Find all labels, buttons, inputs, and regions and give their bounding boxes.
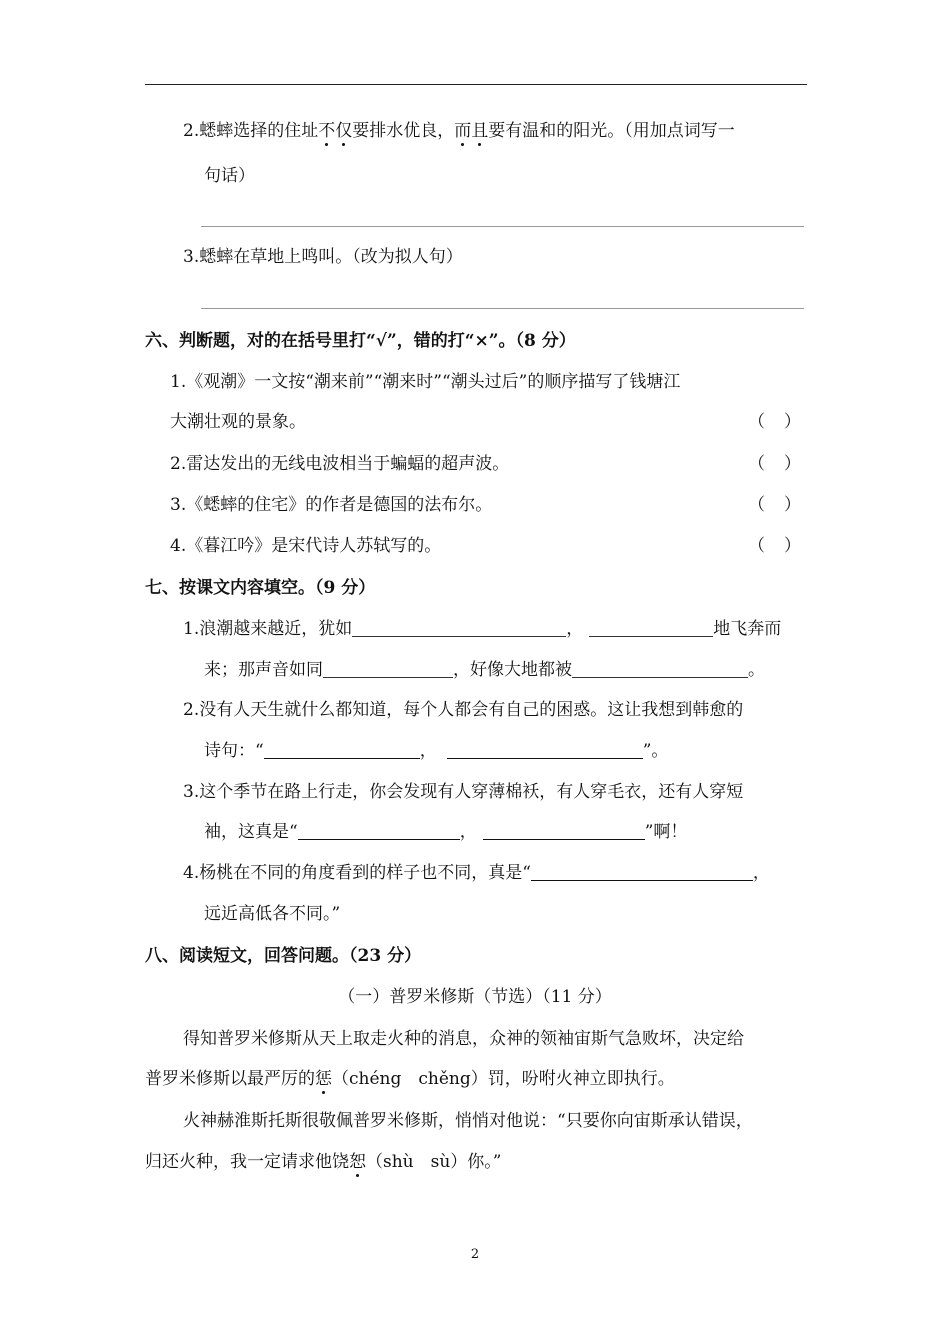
emphasis-char: 惩 [315, 1069, 332, 1089]
reading-paragraph-2-line2: 归还火种，我一定请求他饶恕（shù sù）你。” [145, 1152, 502, 1172]
answer-paren[interactable]: （ ） [748, 454, 801, 474]
fill-item-4: 4.杨桃在不同的角度看到的样子也不同，真是“ ， [183, 863, 770, 883]
section-6-title: 六、判断题，对的在括号里打“√”，错的打“×”。（8 分） [145, 331, 576, 351]
answer-paren[interactable]: （ ） [748, 495, 801, 515]
reading-paragraph-2: 火神赫淮斯托斯很敬佩普罗米修斯，悄悄对他说：“只要你向宙斯承认错误， [183, 1111, 753, 1131]
reading-paragraph-1-line2: 普罗米修斯以最严厉的惩（chéng chěng）罚，吩咐火神立即执行。 [145, 1069, 675, 1089]
fill-blank[interactable] [589, 618, 713, 637]
answer-paren[interactable]: （ ） [748, 536, 801, 556]
fill-item-2: 2.没有人天生就什么都知道，每个人都会有自己的困惑。这让我想到韩愈的 [183, 700, 744, 720]
section-7-title: 七、按课文内容填空。（9 分） [145, 578, 376, 598]
emphasis-char: 而 [454, 121, 472, 141]
fill-blank[interactable] [447, 740, 643, 759]
q5-item-2-line2: 句话） [204, 166, 255, 186]
fill-item-3-line2: 袖，这真是“ ， ”啊！ [204, 822, 688, 842]
q5-item-2: 2.蟋蟀选择的住址不仅要排水优良，而且要有温和的阳光。（用加点词写一 [183, 121, 735, 141]
emphasis-char: 且 [471, 121, 489, 141]
answer-paren[interactable]: （ ） [748, 412, 801, 432]
judge-item-1: 1.《观潮》一文按“潮来前”“潮来时”“潮头过后”的顺序描写了钱塘江 [170, 372, 681, 392]
emphasis-char: 恕 [349, 1152, 366, 1172]
reading-paragraph-1: 得知普罗米修斯从天上取走火种的消息，众神的领袖宙斯气急败坏，决定给 [183, 1029, 744, 1049]
reading-subtitle: （一）普罗米修斯（节选）（11 分） [338, 987, 612, 1007]
fill-item-2-line2: 诗句：“ ， ”。 [204, 741, 669, 761]
fill-item-1: 1.浪潮越来越近，犹如 ， 地飞奔而 [183, 619, 782, 639]
judge-item-2: 2.雷达发出的无线电波相当于蝙蝠的超声波。 [170, 454, 510, 474]
fill-blank[interactable] [531, 862, 753, 881]
fill-blank[interactable] [572, 659, 748, 678]
fill-blank[interactable] [298, 821, 460, 840]
section-8-title: 八、阅读短文，回答问题。（23 分） [145, 946, 422, 966]
fill-item-4-line2: 远近高低各不同。” [204, 904, 341, 924]
header-rule [145, 84, 807, 85]
judge-item-3: 3.《蟋蟀的住宅》的作者是德国的法布尔。 [170, 495, 493, 515]
emphasis-char: 仅 [335, 121, 353, 141]
fill-item-3: 3.这个季节在路上行走，你会发现有人穿薄棉袄，有人穿毛衣，还有人穿短 [183, 782, 744, 802]
judge-item-4: 4.《暮江吟》是宋代诗人苏轼写的。 [170, 536, 442, 556]
emphasis-char: 不 [318, 121, 336, 141]
answer-line[interactable] [201, 308, 804, 309]
judge-item-1-line2: 大潮壮观的景象。 [170, 412, 306, 432]
fill-item-1-line2: 来；那声音如同 ，好像大地都被 。 [204, 660, 765, 680]
answer-line[interactable] [201, 226, 804, 227]
fill-blank[interactable] [264, 740, 420, 759]
fill-blank[interactable] [323, 659, 453, 678]
q5-item-3: 3.蟋蟀在草地上鸣叫。（改为拟人句） [183, 247, 463, 267]
page-number: 2 [470, 1247, 480, 1262]
fill-blank[interactable] [483, 821, 645, 840]
fill-blank[interactable] [352, 618, 566, 637]
